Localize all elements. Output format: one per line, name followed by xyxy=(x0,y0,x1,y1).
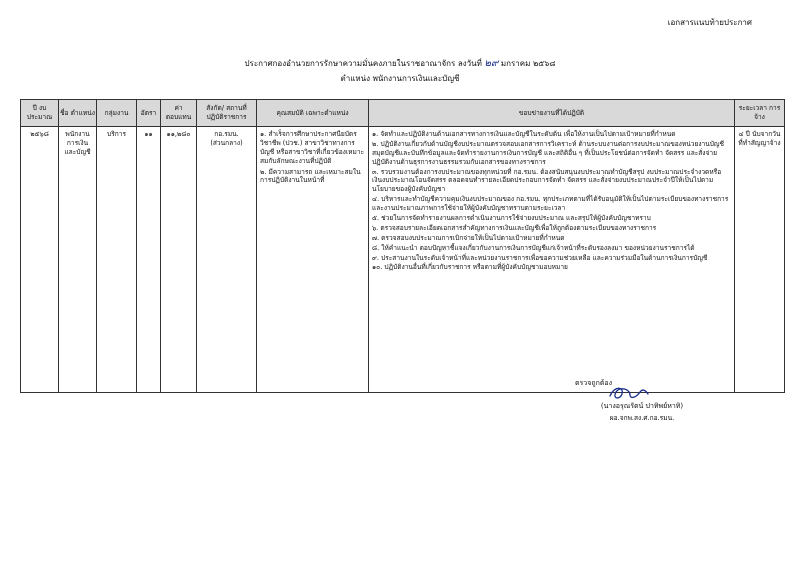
header-year: ปี งบประมาณ xyxy=(21,100,59,127)
header-salary: ค่าตอบแทน xyxy=(161,100,197,127)
qualification-item: ๑. สำเร็จการศึกษาประกาศนียบัตรวิชาชีพ (ปวช.) สาขาวิชาทางการบัญชี หรือสาขาวิชาที่เกี่ยวข้องเหมาะสมกับลักษณะงานที่ปฏิบัติ xyxy=(260,130,365,165)
qualification-item: ๒. มีความสามารถ และเหมาะสมในการปฏิบัติงานในหน้าที่ xyxy=(260,167,361,185)
duty-item: ๔. บริหารและทำบัญชีความคุมเงินงบประมาณของ กอ.รมน. ทุกประเภทตามที่ได้รับอนุมัติให้เป็นไปตามระเบียบของทางราชการและงานประมาณภาพการใช้จ่ายให้ผู้บังคับบัญชาทราบตามระยะเวลา xyxy=(372,195,729,213)
unit-name: กอ.รมน. xyxy=(214,130,239,138)
signer-name: (นางอรุณรัตน์ ปาทิพย์หาทิ) xyxy=(600,402,684,410)
unit-location: (ส่วนกลาง) xyxy=(210,138,243,147)
duty-item: ๑. จัดทำและปฏิบัติงานด้านเอกสารทางการเงินและบัญชีในระดับต้น เพื่อให้งานเป็นไปตามเป้าหมายที่กำหนด xyxy=(372,130,676,138)
header-rate: อัตรา xyxy=(137,100,161,127)
position-table xyxy=(20,99,785,393)
checked-label: ตรวจถูกต้อง xyxy=(575,379,612,387)
position-subtitle: ตำแหน่ง พนักงานการเงินและบัญชี xyxy=(340,74,460,83)
header-job-group: กลุ่มงาน xyxy=(97,100,137,127)
title-handwritten-day: ๒๙ xyxy=(484,58,499,69)
signature xyxy=(606,383,654,403)
cell-position-name: พนักงาน การเงิน และบัญชี xyxy=(59,127,97,393)
cell-qualifications xyxy=(257,127,369,393)
cell-duties xyxy=(369,127,735,393)
announcement-title xyxy=(0,56,800,71)
duty-item: ๓. รวบรวมงานต้องการงบประมาณของทุกหน่วยที่ กอ.รมน. ต้องสนับสนุนงบประมาณทำบัญชีสรุป งบประมาณประจำงวดหรือเงินงบประมาณโอนจัดสรร ตลอดจนทำรายละเอียดประกอบการจัดทำ จัดสรร และสั่งจ่ายงบประมาณประจำปีให้เป็นไปตามนโยบายของผู้บังคับบัญชา xyxy=(372,167,722,194)
cell-unit xyxy=(197,127,257,393)
duty-item: ๗. ตรวจสอบงบประมาณการเบิกจ่ายให้เป็นไปตามเป้าหมายที่กำหนด xyxy=(372,233,565,242)
duty-item: ๙. ประสานงานในระดับเจ้าหน้าที่และหน่วยงานราชการเพื่อขอความช่วยเหลือ และความร่วมมือในด้านการเงินการบัญชี xyxy=(372,253,708,262)
cell-year: ๒๕๖๘ xyxy=(21,127,59,393)
title-prefix: ประกาศกองอำนวยการรักษาความมั่นคงภายในราชอาณาจักร ลงวันที่ xyxy=(244,59,482,68)
attachment-label: เอกสารแนบท้ายประกาศ xyxy=(667,18,752,27)
title-suffix: มกราคม ๒๕๖๘ xyxy=(500,59,556,68)
duty-item: ๘. ให้คำแนะนำ ตอบปัญหาชี้แจงเกี่ยวกับงานการเงินการบัญชีแก่เจ้าหน้าที่ระดับรองลงมา ของหน่วยงานราชการได้ xyxy=(372,243,695,252)
cell-contract: ๔ ปี นับจากวันที่ทำสัญญาจ้าง xyxy=(735,127,785,393)
qualifications-list xyxy=(260,130,365,185)
signer-position: ผอ.จกพ.สง.ศ.กอ.รมน. xyxy=(609,414,675,422)
table-row xyxy=(21,127,785,393)
table-header-row xyxy=(21,100,785,127)
cell-rate: ๑๑ xyxy=(137,127,161,393)
duty-item: ๒. ปฏิบัติงานเกี่ยวกับด้านบัญชีงบประมาณตรวจสอบเอกสารการวิเคราะห์ ด้านระบบงานต่อการงบประมาณของหน่วยงานบัญชีสมุดบัญชีและบันทึกข้อมูลและจัดทำรายงานการเงินการบัญชี และสถิติอื่น ๆ ที่เป็นประโยชน์ต่อการจัดทำ จัดสรร และสั่งจ่าย ปฏิบัติงานด้านธุรการงานธรรมรวมกับเอกสารของทางราชการ xyxy=(372,139,725,166)
duty-item: ๖. ตรวจสอบรายละเอียดเอกสารสำคัญทางการเงินและบัญชีเพื่อให้ถูกต้องตามระเบียบของทางราชการ xyxy=(372,223,657,232)
header-qualifications: คุณสมบัติ เฉพาะตำแหน่ง xyxy=(257,100,369,127)
header-position-name: ชื่อ ตำแหน่ง xyxy=(59,100,97,127)
header-contract: ระยะเวลา การจ้าง xyxy=(735,100,785,127)
header-unit: สังกัด/ สถานที่ปฏิบัติราชการ xyxy=(197,100,257,127)
cell-job-group: บริการ xyxy=(97,127,137,393)
duty-item: ๕. ช่วยในการจัดทำรายงานผลการดำเนินงานการใช้จ่ายงบประมาณ และสรุปให้ผู้บังคับบัญชาทราบ xyxy=(372,214,651,223)
cell-salary: ๑๑,๒๘๐ xyxy=(161,127,197,393)
duties-list xyxy=(372,130,731,272)
header-duties: ขอบข่ายงานที่ได้ปฏิบัติ xyxy=(369,100,735,127)
duty-item: ๑๐. ปฏิบัติงานอื่นที่เกี่ยวกับราชการ หรือตามที่ผู้บังคับบัญชามอบหมาย xyxy=(372,263,568,272)
